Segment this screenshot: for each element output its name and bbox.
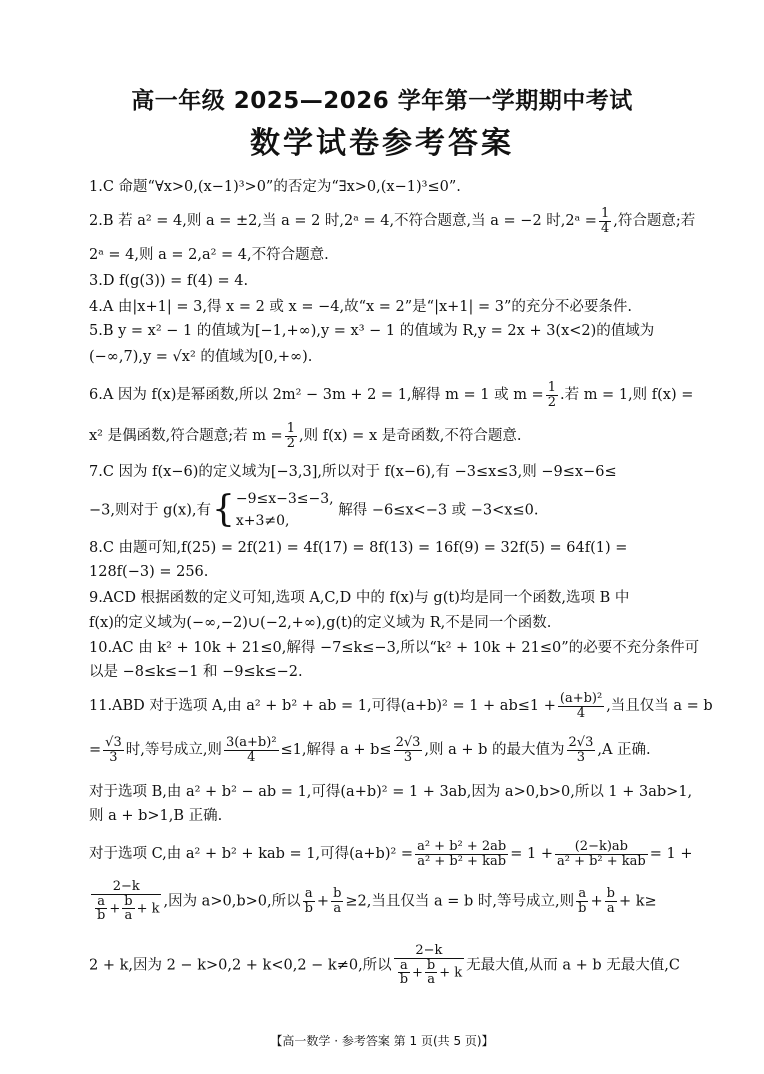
answer-5-line1: 5.B y = x² − 1 的值域为[−1,+∞),y = x³ − 1 的值域为 R,y = 2x + 3(x<2)的值域为 <box>89 323 655 339</box>
fraction: $\frac{b}{a}$ <box>333 886 342 916</box>
answer-10-line1: 10.AC 由 k² + 10k + 21≤0,解得 −7≤k≤−3,所以“k² + 10k + 21≤0”的必要不充分条件可 <box>89 640 700 656</box>
exam-title: 高一年级 2025—2026 学年第一学期期中考试 <box>131 88 633 114</box>
answer-11-line5: 对于选项 C,由 a² + b² + kab = 1,可得(a+b)² = $\frac{\text{a² + b² + 2ab}}{\text{a² + b² + kab}}$ = 1 + $\frac{(2-k)ab}{\text{a² + b² + kab}}$ = 1 + <box>89 839 693 869</box>
answer-9-line2: f(x)的定义域为(−∞,−2)∪(−2,+∞),g(t)的定义域为 R,不是同一个函数. <box>89 615 552 631</box>
answer-11-line7: 2 + k,因为 2 − k>0,2 + k<0,2 − k≠0,所以 2−k $\frac{a}{b}$ + $\frac{b}{a}$ + k 无最大值,从而 a + b 无最大值,C <box>89 943 680 988</box>
answer-11-line4: 则 a + b>1,B 正确. <box>89 808 223 824</box>
fraction: $\frac{b}{a}$ <box>606 886 615 916</box>
answer-11-line1: 11.ABD 对于选项 A,由 a² + b² + ab = 1,可得(a+b)² = 1 + ab≤1 + $\frac{\text{(a+b)²}}{4}$ ,当且仅当 a = b <box>89 691 713 721</box>
fraction: $\frac{\text{3(a+b)²}}{4}$ <box>225 735 277 765</box>
fraction: $\frac{2√3}{3}$ <box>395 735 421 765</box>
answer-3: 3.D f(g(3)) = f(4) = 4. <box>89 273 249 289</box>
system-brace: { <box>211 489 235 531</box>
answer-9-line1: 9.ACD 根据函数的定义可知,选项 A,C,D 中的 f(x)与 g(t)均是同一个函数,选项 B 中 <box>89 590 630 606</box>
answer-11-line6: 2−k $\frac{a}{b}$ + $\frac{b}{a}$ + k ,因为 a>0,b>0,所以 $\frac{a}{b}$ + $\frac{b}{a}$ ≥2,当且仅当 a = b 时,等号成立,则 $\frac{a}{b}$ + $\frac{b}{a}$ + k≥ <box>89 880 657 923</box>
answer-2-line1: 2.B 若 a² = 4,则 a = ±2,当 a = 2 时,2ᵃ = 4,不符合题意,当 a = −2 时,2ᵃ = $\frac{1}{4}$ ,符合题意;若 <box>89 206 696 236</box>
fraction: $\frac{a}{b}$ <box>578 886 587 916</box>
compound-fraction: 2−k $\frac{a}{b}$ + $\frac{b}{a}$ + k <box>91 880 161 923</box>
fraction: $\frac{1}{2}$ <box>547 380 556 410</box>
answer-11-line2: = $\frac{√3}{3}$ 时,等号成立,则 $\frac{\text{3(a+b)²}}{4}$ ≤1,解得 a + b≤ $\frac{2√3}{3}$ ,则 a + b 的最大值为 $\frac{2√3}{3}$ ,A 正确. <box>89 735 651 765</box>
fraction: $\frac{(2-k)ab}{\text{a² + b² + kab}}$ <box>556 839 646 869</box>
compound-fraction: 2−k $\frac{a}{b}$ + $\frac{b}{a}$ + k <box>394 944 464 987</box>
answer-6-line1: 6.A 因为 f(x)是幂函数,所以 2m² − 3m + 2 = 1,解得 m = 1 或 m = $\frac{1}{2}$ .若 m = 1,则 f(x) = <box>89 380 694 410</box>
answer-11-line3: 对于选项 B,由 a² + b² − ab = 1,可得(a+b)² = 1 + 3ab,因为 a>0,b>0,所以 1 + 3ab>1, <box>89 784 693 800</box>
answer-2-line2: 2ᵃ = 4,则 a = 2,a² = 4,不符合题意. <box>89 247 329 263</box>
fraction: $\frac{1}{2}$ <box>286 421 295 451</box>
fraction: $\frac{√3}{3}$ <box>105 735 122 765</box>
answer-10-line2: 以是 −8≤k≤−1 和 −9≤k≤−2. <box>89 664 303 680</box>
fraction: $\frac{1}{4}$ <box>600 206 610 236</box>
answer-1: 1.C 命题“∀x>0,(x−1)³>0”的否定为“∃x>0,(x−1)³≤0”. <box>89 179 461 195</box>
fraction: $\frac{a}{b}$ <box>304 886 313 916</box>
fraction: $\frac{2√3}{3}$ <box>568 735 594 765</box>
answer-8-line2: 128f(−3) = 256. <box>89 564 209 580</box>
answer-8-line1: 8.C 由题可知,f(25) = 2f(21) = 4f(17) = 8f(13) = 16f(9) = 32f(5) = 64f(1) = <box>89 540 628 556</box>
answer-7-line2: −3,则对于 g(x),有{ −9≤x−3≤−3, x+3≠0, 解得 −6≤x<−3 或 −3<x≤0. <box>89 488 538 533</box>
fraction: $\frac{\text{(a+b)²}}{4}$ <box>559 691 603 721</box>
fraction: $\frac{\text{a² + b² + 2ab}}{\text{a² + b² + kab}}$ <box>417 839 507 869</box>
answer-5-line2: (−∞,7),y = √x² 的值域为[0,+∞). <box>89 349 313 365</box>
answer-6-line2: x² 是偶函数,符合题意;若 m = $\frac{1}{2}$ ,则 f(x) = x 是奇函数,不符合题意. <box>89 421 522 451</box>
answer-7-line1: 7.C 因为 f(x−6)的定义域为[−3,3],所以对于 f(x−6),有 −3≤x≤3,则 −9≤x−6≤ <box>89 464 617 480</box>
equation-system: −9≤x−3≤−3, x+3≠0, <box>235 491 334 530</box>
page-footer: 【高一数学 · 参考答案 第 1 页(共 5 页)】 <box>270 1034 494 1048</box>
answer-4: 4.A 由|x+1| = 3,得 x = 2 或 x = −4,故“x = 2”是“|x+1| = 3”的充分不必要条件. <box>89 299 633 315</box>
document-title: 数学试卷参考答案 <box>250 126 514 161</box>
